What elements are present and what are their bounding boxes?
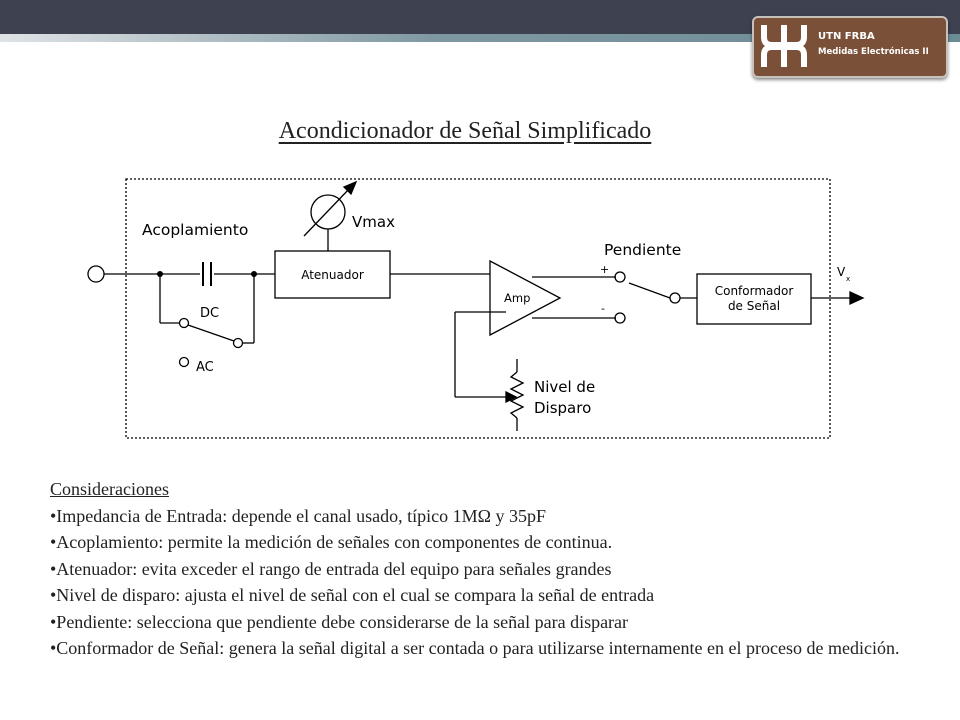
consideration-item: •Acoplamiento: permite la medición de señales con componentes de continua. bbox=[50, 532, 613, 552]
slope-switch-pivot bbox=[670, 293, 680, 303]
consideration-item: •Impedancia de Entrada: depende el canal usado, típico 1MΩ y 35pF bbox=[50, 505, 547, 526]
considerations-heading: Consideraciones bbox=[50, 479, 169, 499]
junction-dot bbox=[251, 271, 257, 277]
consideration-item: •Pendiente: selecciona que pendiente debe considerarse de la señal para disparar bbox=[50, 611, 629, 632]
considerations-section bbox=[50, 476, 930, 662]
amp-label: Amp bbox=[504, 291, 531, 305]
trigger-level-label-line1: Nivel de bbox=[534, 378, 596, 396]
coupling-switch-pivot bbox=[234, 339, 243, 348]
consideration-item: •Conformador de Señal: genera la señal digital a ser contada o para utilizarse internamente en el proceso de medición. bbox=[50, 638, 900, 658]
positive-slope-contact bbox=[615, 272, 625, 282]
consideration-item: •Atenuador: evita exceder el rango de entrada del equipo para señales grandes bbox=[50, 558, 612, 579]
negative-slope-contact bbox=[615, 313, 625, 323]
plus-label: + bbox=[600, 263, 610, 276]
vx-subscript: x bbox=[846, 275, 851, 283]
dc-label: DC bbox=[200, 306, 220, 321]
logo-title: UTN FRBA bbox=[818, 31, 875, 42]
logo-subtitle: Medidas Electrónicas II bbox=[818, 47, 929, 57]
vmax-label: Vmax bbox=[352, 213, 395, 231]
slope-label: Pendiente bbox=[604, 241, 682, 259]
consideration-item: •Nivel de disparo: ajusta el nivel de señal con el cual se compara la señal de entrada bbox=[50, 585, 655, 605]
minus-label: - bbox=[601, 302, 605, 315]
diagram-frame bbox=[126, 179, 830, 438]
signal-conditioner-diagram bbox=[66, 176, 876, 446]
ac-switch-contact bbox=[180, 358, 189, 367]
input-terminal bbox=[88, 266, 104, 282]
signal-shaper-label-line1: Conformador bbox=[714, 284, 794, 298]
utn-logo-icon bbox=[760, 23, 808, 69]
attenuator-label: Atenuador bbox=[301, 268, 364, 282]
dc-switch-contact bbox=[180, 319, 189, 328]
signal-shaper-label-line2: de Señal bbox=[727, 299, 781, 313]
trigger-level-label-line2: Disparo bbox=[534, 399, 592, 417]
ac-label: AC bbox=[196, 360, 214, 375]
junction-dot bbox=[157, 271, 163, 277]
coupling-label: Acoplamiento bbox=[142, 221, 249, 239]
logo-badge bbox=[752, 16, 948, 78]
slide-title: Acondicionador de Señal Simplificado bbox=[278, 118, 652, 144]
vx-label: V bbox=[837, 265, 846, 279]
